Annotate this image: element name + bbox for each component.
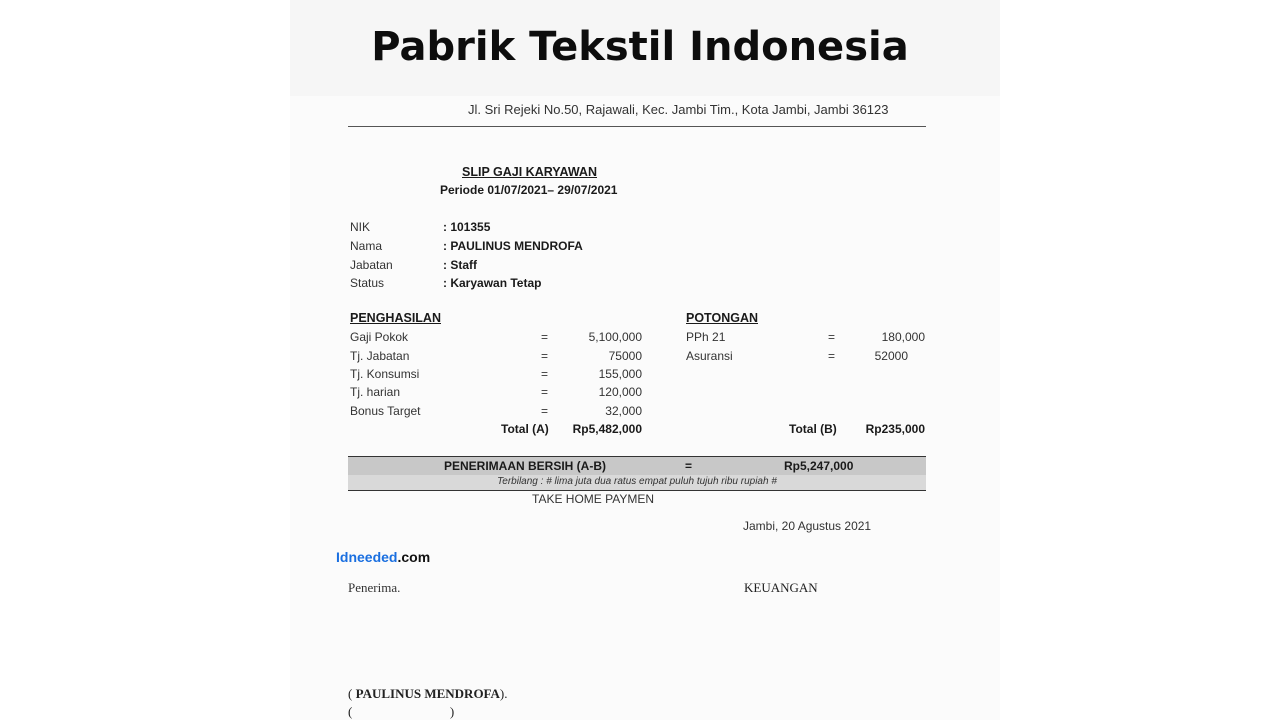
status-label: Status xyxy=(350,276,385,290)
income-item-label: Tj. Konsumsi xyxy=(350,367,420,381)
income-item-value: 5,100,000 xyxy=(588,330,642,344)
deductions-total-label: Total (B) xyxy=(789,422,837,436)
nik-label: NIK xyxy=(350,220,371,234)
watermark-logo xyxy=(336,549,430,567)
amount-in-words-bar xyxy=(348,475,926,491)
deduction-item-value: 52000 xyxy=(874,349,908,363)
deductions-total-value: Rp235,000 xyxy=(865,422,925,436)
paren-open: ( xyxy=(348,686,356,701)
take-home-pay-note: TAKE HOME PAYMEN xyxy=(532,492,655,506)
finance-label: KEUANGAN xyxy=(744,580,818,595)
equals-sign: = xyxy=(685,459,693,473)
equals-sign: = xyxy=(541,404,549,418)
income-total-label: Total (A) xyxy=(501,422,549,436)
income-item-label: Bonus Target xyxy=(350,404,421,418)
income-item-label: Tj. Jabatan xyxy=(350,349,410,363)
watermark-logo-part: .com xyxy=(397,549,431,565)
deduction-item-label: Asuransi xyxy=(686,349,733,363)
receiver-signature-name xyxy=(348,686,508,702)
company-address: Jl. Sri Rejeki No.50, Rajawali, Kec. Jambi Tim., Kota Jambi, Jambi 36123 xyxy=(468,102,889,117)
nik-value: : 101355 xyxy=(443,220,491,234)
net-pay-value: Rp5,247,000 xyxy=(784,459,854,473)
equals-sign: = xyxy=(541,385,549,399)
income-item-label: Gaji Pokok xyxy=(350,330,409,344)
position-label: Jabatan xyxy=(350,258,393,272)
equals-sign: = xyxy=(541,349,549,363)
income-item-label: Tj. harian xyxy=(350,385,401,399)
watermark-logo-part: Idneeded xyxy=(336,549,398,565)
amount-in-words: Terbilang : # lima juta dua ratus empat puluh tujuh ribu rupiah # xyxy=(497,476,777,487)
income-total-value: Rp5,482,000 xyxy=(572,422,642,436)
status-value: : Karyawan Tetap xyxy=(443,276,542,290)
signature-blank: ( ) xyxy=(348,704,455,719)
deductions-heading: POTONGAN xyxy=(686,311,758,325)
receiver-name: PAULINUS MENDROFA xyxy=(355,686,500,701)
income-item-value: 155,000 xyxy=(598,367,642,381)
income-item-value: 32,000 xyxy=(605,404,642,418)
income-item-value: 75000 xyxy=(608,349,642,363)
receiver-label: Penerima. xyxy=(348,580,401,595)
place-date: Jambi, 20 Agustus 2021 xyxy=(743,519,872,533)
slip-title: SLIP GAJI KARYAWAN xyxy=(462,165,597,179)
net-pay-bar xyxy=(348,456,926,476)
paren-close: ). xyxy=(499,686,508,701)
equals-sign: = xyxy=(828,349,836,363)
deduction-item-value: 180,000 xyxy=(881,330,925,344)
header-divider xyxy=(348,126,926,127)
income-item-value: 120,000 xyxy=(598,385,642,399)
position-value: : Staff xyxy=(443,258,477,272)
income-heading: PENGHASILAN xyxy=(350,311,441,325)
equals-sign: = xyxy=(541,330,549,344)
net-pay-label: PENERIMAAN BERSIH (A-B) xyxy=(444,459,606,473)
page-title: Pabrik Tekstil Indonesia xyxy=(371,24,909,70)
deduction-item-label: PPh 21 xyxy=(686,330,726,344)
equals-sign: = xyxy=(828,330,836,344)
slip-period: Periode 01/07/2021– 29/07/2021 xyxy=(440,183,618,197)
name-value: : PAULINUS MENDROFA xyxy=(443,239,583,253)
equals-sign: = xyxy=(541,367,549,381)
name-label: Nama xyxy=(350,239,383,253)
